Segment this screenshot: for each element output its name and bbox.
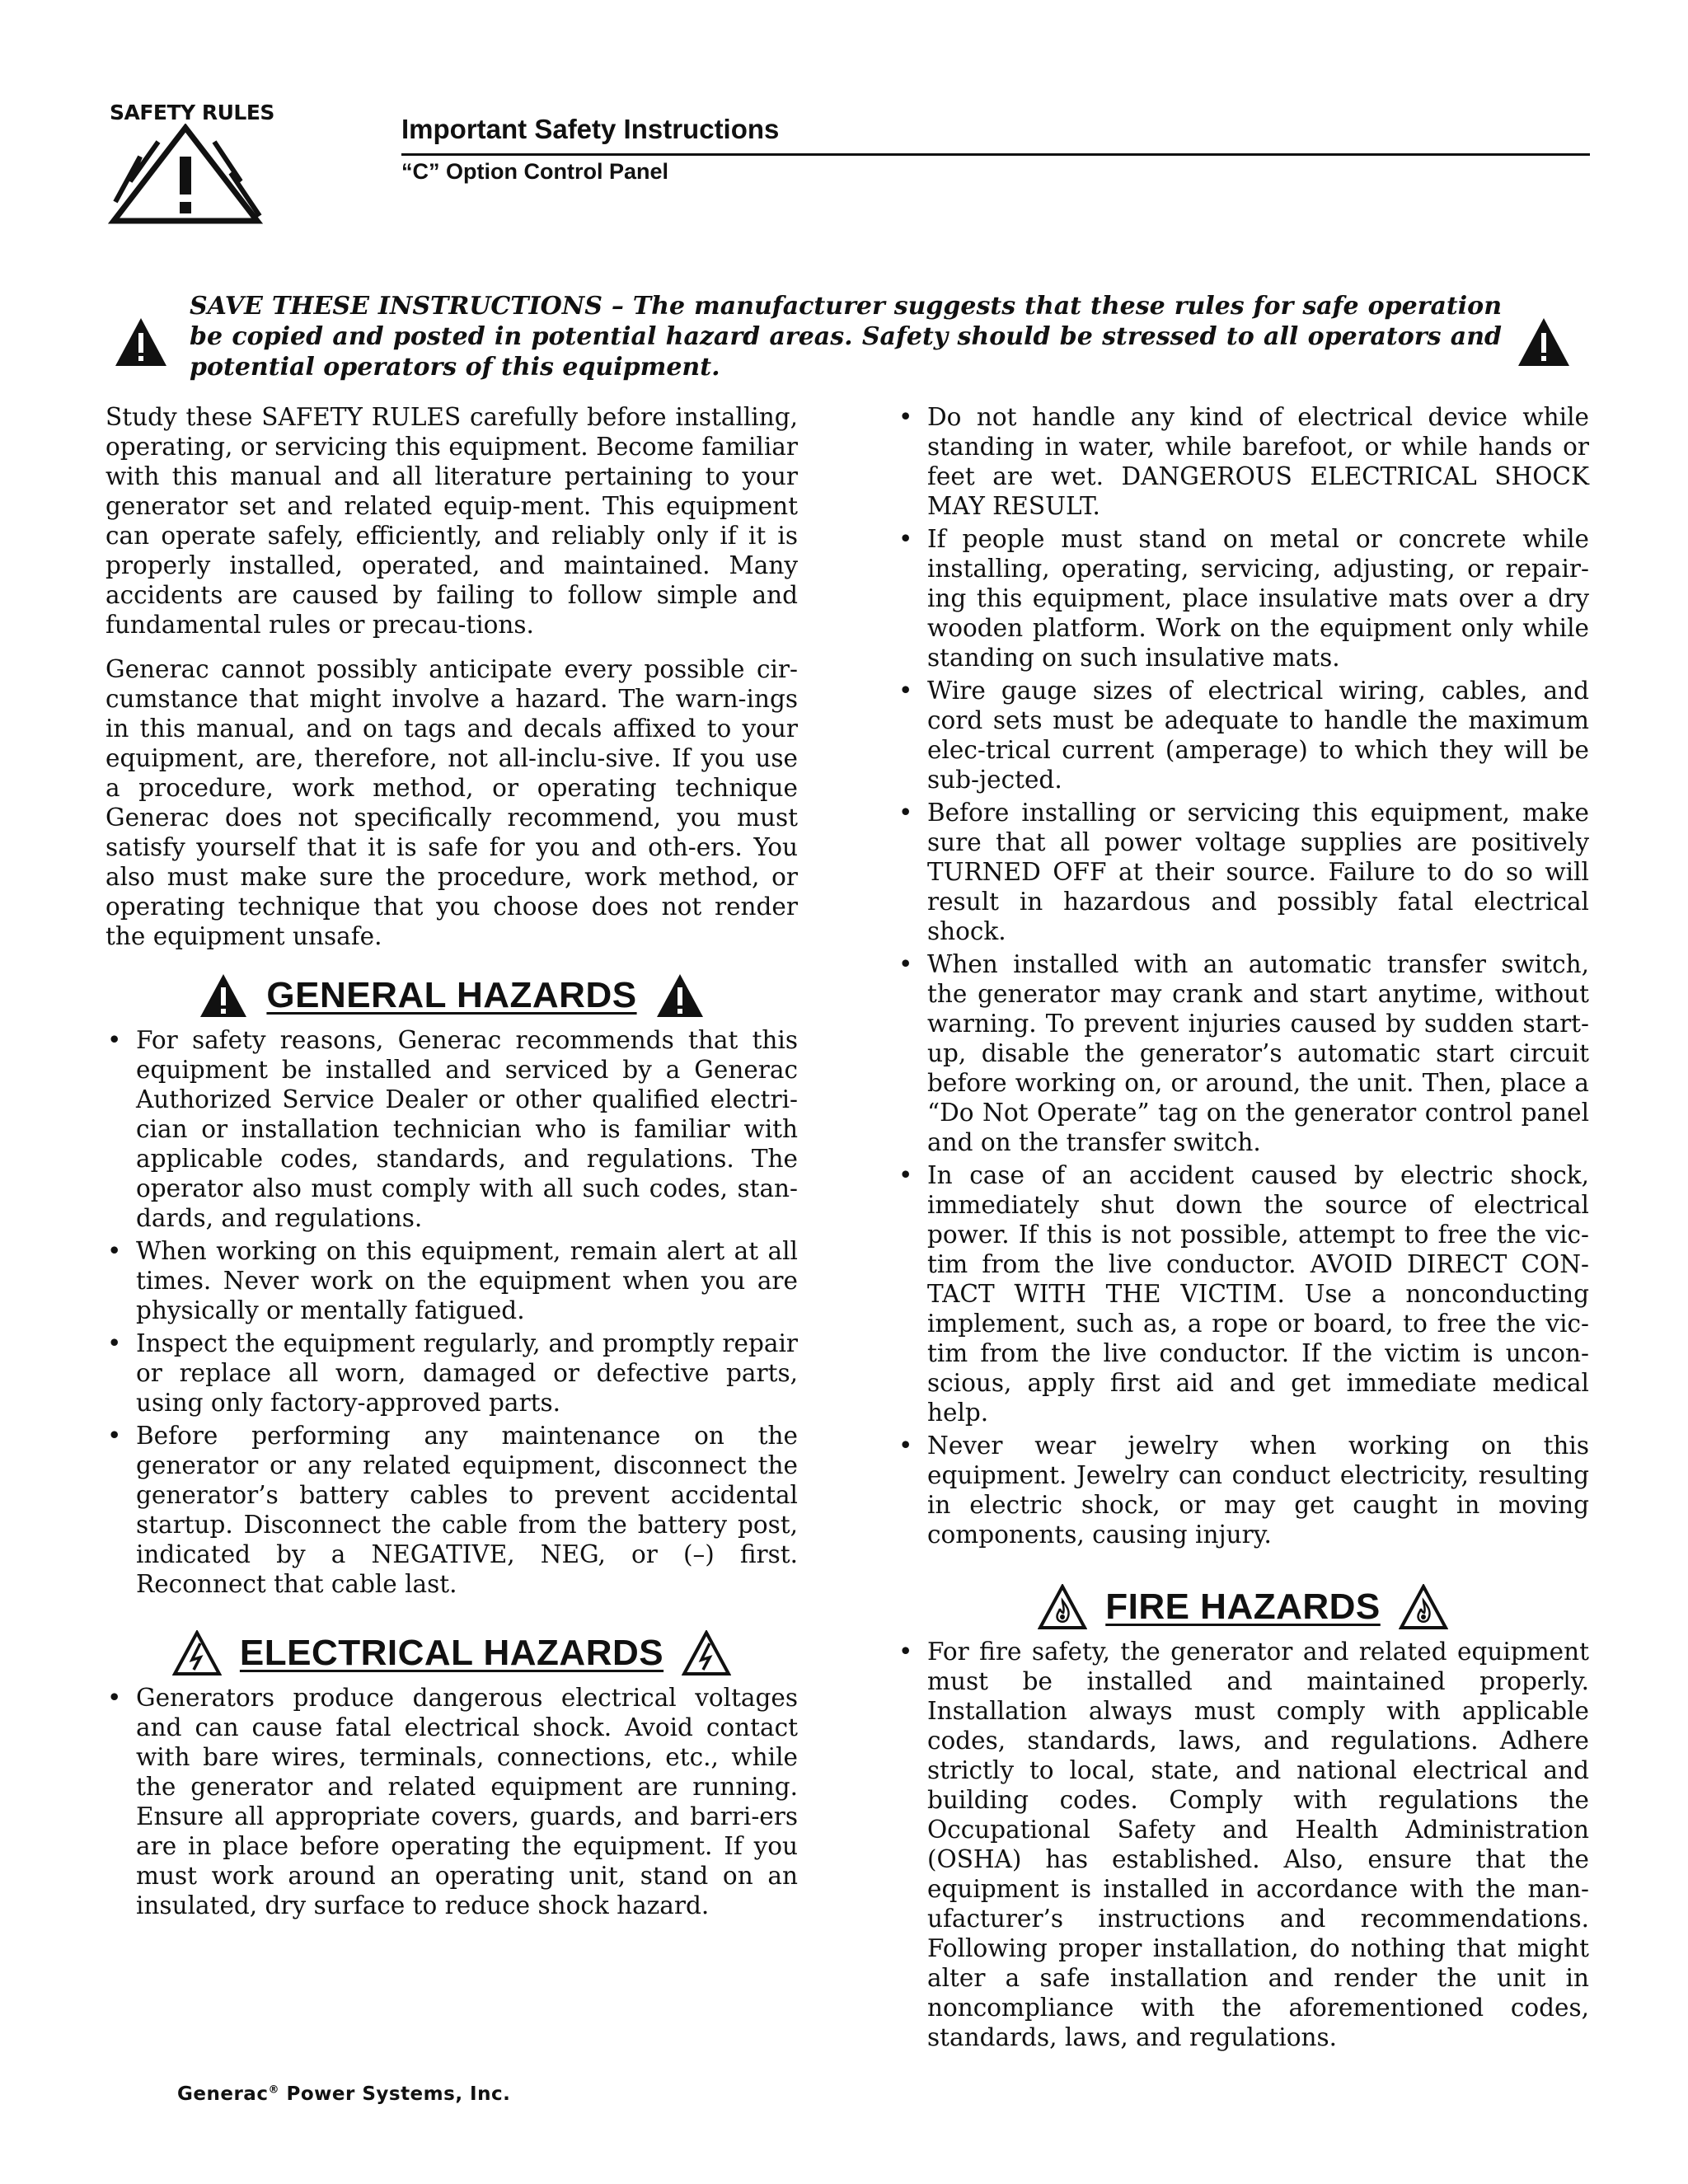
list-item: • Before installing or servicing this equipment, make sure that all power voltage supplies are positively TURNED OFF at their source. Failure to do so will result in hazardous and possibly fatal electrical shock. — [898, 799, 1589, 945]
list-item: • Before performing any maintenance on the generator or any related equipment, disconnect the generator’s battery cables to prevent accidental startup. Disconnect the cable from the battery post, indicated by a NEGATIVE, NEG, or (–) first. Reconnect that cable last. — [107, 1422, 798, 1598]
warning-triangle-icon — [114, 316, 168, 368]
intro-paragraph: Generac cannot possibly anticipate every possible cir-cumstance that might involve a hazard. The warn-ings in this manual, and on tags and decals affixed to your equipment, are, therefore, not all-inclu-sive. If you use a procedure, work method, or operating technique Generac does not specifically recommend, you must satisfy yourself that it is safe for you and oth-ers. You also must make sure the procedure, work method, or operating technique that you choose does not render the equipment unsafe. — [106, 655, 798, 950]
page-subtitle: “C” Option Control Panel — [401, 159, 668, 184]
left-column — [106, 402, 798, 1924]
fire-hazards-list — [897, 1637, 1589, 2052]
electrical-hazards-title: ELECTRICAL HAZARDS — [239, 1633, 664, 1673]
header-divider — [401, 153, 1590, 156]
electrical-hazards-list-continued — [897, 402, 1589, 1549]
warning-triangle-icon — [199, 972, 248, 1019]
page-title: Important Safety Instructions — [401, 114, 780, 144]
general-hazards-list — [106, 1025, 798, 1599]
list-item: • Generators produce dangerous electrical voltages and can cause fatal electrical shock. Avoid contact with bare wires, terminals, connections, etc., while the generator and related equipment are running. Ensure all appropriate covers, guards, and barri-ers are in place before operating the equipment. If you must work around an operating unit, stand on an insulated, dry surface to reduce shock hazard. — [107, 1684, 798, 1919]
electrical-hazards-heading — [106, 1630, 798, 1676]
list-item: • If people must stand on metal or concrete while installing, operating, servicing, adjusting, or repair-ing this equipment, place insulative mats over a dry wooden platform. Work on the equipment only while standing on such insulative mats. — [898, 525, 1589, 672]
list-item: • Never wear jewelry when working on this equipment. Jewelry can conduct electricity, resulting in electric shock, or may get caught in moving components, causing injury. — [898, 1432, 1589, 1549]
electrical-shock-icon — [682, 1630, 731, 1676]
safety-rules-label: SAFETY RULES — [110, 101, 274, 124]
save-instructions-notice: SAVE THESE INSTRUCTIONS – The manufacturer suggests that these rules for safe operation be copied and posted in potential hazard areas. Safety should be stressed to all operators and potential operators of this equipment. — [190, 292, 1502, 382]
intro-paragraph: Study these SAFETY RULES carefully before installing, operating, or servicing this equipment. Become familiar with this manual and all literature pertaining to your generator set and related equip-ment. This equipment can operate safely, efficiently, and reliably only if it is properly installed, operated, and maintained. Many accidents are caused by failing to follow simple and fundamental rules or precau-tions. — [106, 403, 798, 639]
warning-triangle-icon — [655, 972, 705, 1019]
electrical-shock-icon — [172, 1630, 222, 1676]
list-item: • Do not handle any kind of electrical device while standing in water, while barefoot, or while hands or feet are wet. DANGEROUS ELECTRICAL SHOCK MAY RESULT. — [898, 403, 1589, 520]
list-item: • For fire safety, the generator and related equipment must be installed and maintained properly. Installation always must comply with applicable codes, standards, laws, and regulations. Adhere strictly to local, state, and national electrical and building codes. Comply with regulations the Occupational Safety and Health Administration (OSHA) has established. Also, ensure that the equipment is installed in accordance with the man-ufacturer’s instructions and recommendations. Following proper installation, do nothing that might alter a safe installation and render the unit in noncompliance with the aforementioned codes, standards, laws, and regulations. — [898, 1638, 1589, 2051]
list-item: • Wire gauge sizes of electrical wiring, cables, and cord sets must be adequate to handle the maximum elec-trical current (amperage) to which they will be sub-jected. — [898, 677, 1589, 794]
list-item: • When working on this equipment, remain alert at all times. Never work on the equipment when you are physically or mentally fatigued. — [107, 1237, 798, 1324]
right-column — [897, 402, 1589, 2055]
warning-triangle-icon — [1517, 316, 1571, 368]
safety-warning-icon — [107, 124, 264, 227]
electrical-hazards-list — [106, 1683, 798, 1920]
general-hazards-heading — [106, 972, 798, 1019]
fire-hazards-heading — [897, 1584, 1589, 1630]
footer-company: Generac® Power Systems, Inc. — [177, 2083, 511, 2105]
fire-hazard-icon — [1399, 1584, 1448, 1630]
list-item: • Inspect the equipment regularly, and promptly repair or replace all worn, damaged or defective parts, using only factory-approved parts. — [107, 1329, 798, 1417]
list-item: • When installed with an automatic transfer switch, the generator may crank and start anytime, without warning. To prevent injuries caused by sudden start-up, disable the generator’s automatic start circuit before working on, or around, the unit. Then, place a “Do Not Operate” tag on the generator control panel and on the transfer switch. — [898, 950, 1589, 1156]
fire-hazard-icon — [1038, 1584, 1087, 1630]
list-item: • For safety reasons, Generac recommends that this equipment be installed and serviced by a Generac Authorized Service Dealer or other qualified electri-cian or installation technician who is familiar with applicable codes, standards, and regulations. The operator also must comply with all such codes, stan-dards, and regulations. — [107, 1026, 798, 1232]
list-item: • In case of an accident caused by electric shock, immediately shut down the source of electrical power. If this is not possible, attempt to free the vic-tim from the live conductor. AVOID DIRECT CON-TACT WITH THE VICTIM. Use a nonconducting implement, such as, a rope or board, to free the vic-tim from the live conductor. If the victim is uncon-scious, apply first aid and get immediate medical help. — [898, 1161, 1589, 1427]
fire-hazards-title: FIRE HAZARDS — [1105, 1586, 1381, 1627]
general-hazards-title: GENERAL HAZARDS — [266, 975, 637, 1015]
